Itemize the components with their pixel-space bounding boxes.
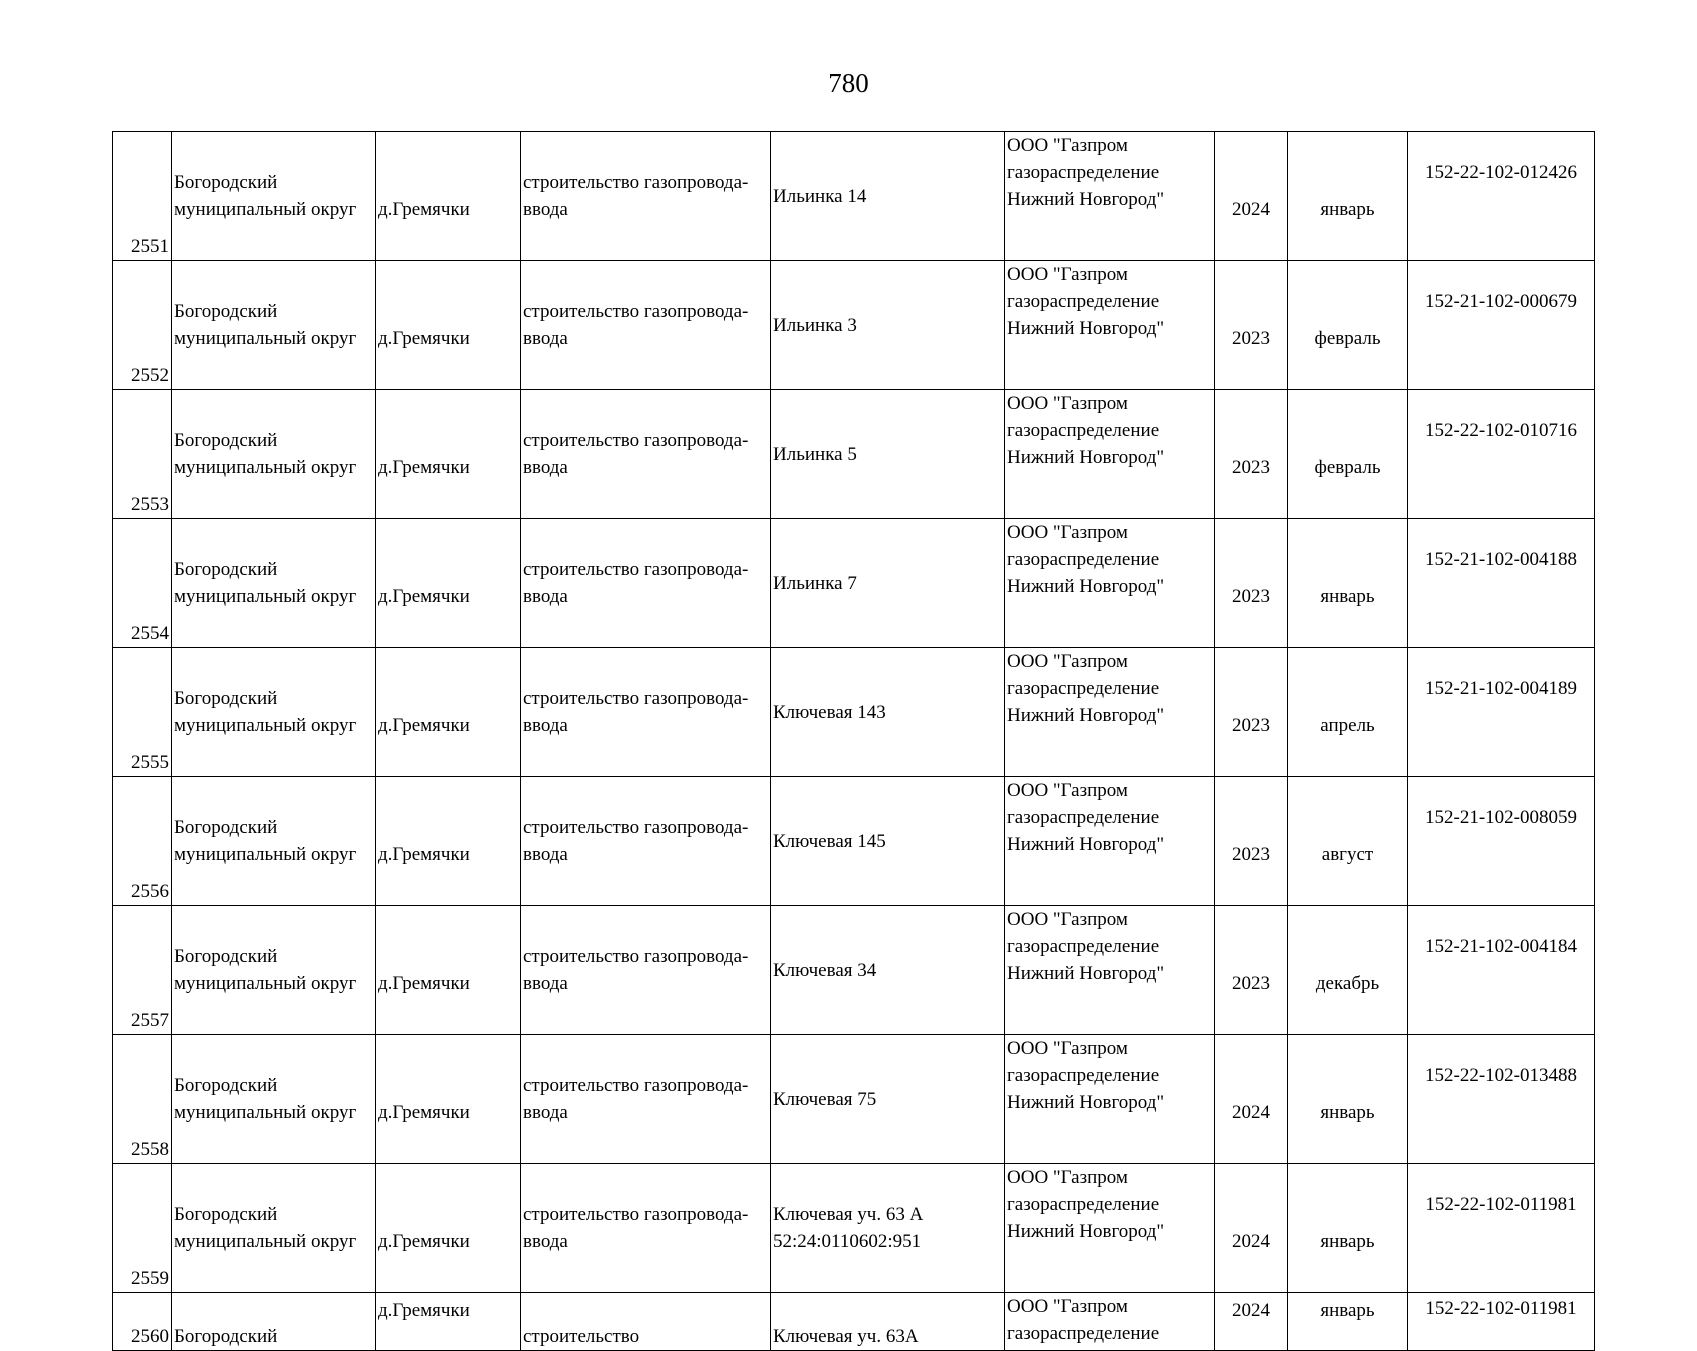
organization-cell: [1005, 1293, 1215, 1351]
year-cell: [1215, 777, 1288, 906]
address-cell-text: Ключевая уч. 63А: [773, 1326, 919, 1347]
village-cell-text: д.Гремячки: [378, 198, 470, 220]
organization-cell: [1005, 1035, 1215, 1164]
work-type-cell: [521, 132, 771, 261]
registration-code-cell: [1408, 390, 1595, 519]
row-number: [113, 390, 172, 519]
row-number-text: 2555: [131, 752, 169, 773]
registration-code-cell-text: 152-22-102-011981: [1425, 1194, 1577, 1215]
year-cell: [1215, 1164, 1288, 1293]
address-cell-text: Ключевая 75: [773, 1088, 877, 1110]
district-cell: [172, 648, 376, 777]
address-cell-text: Ильинка 7: [773, 572, 857, 594]
village-cell: [376, 132, 521, 261]
row-number-text: 2557: [131, 1010, 169, 1031]
registration-code-cell-text: 152-22-102-010716: [1425, 420, 1577, 441]
work-type-cell-text: строительство газопровода- ввода: [523, 301, 749, 349]
work-type-cell: [521, 1293, 771, 1351]
address-cell-text: Ключевая уч. 63 А 52:24:0110602:951: [773, 1204, 924, 1252]
month-cell: [1288, 1293, 1408, 1351]
village-cell: [376, 519, 521, 648]
village-cell-text: д.Гремячки: [378, 1300, 470, 1321]
table-row: [113, 261, 1595, 390]
work-type-cell-text: строительство газопровода- ввода: [523, 946, 749, 994]
month-cell-text: январь: [1320, 1230, 1375, 1252]
row-number: [113, 132, 172, 261]
registration-code-cell: [1408, 906, 1595, 1035]
registration-code-cell: [1408, 261, 1595, 390]
district-cell-text: Богородский муниципальный округ: [174, 817, 357, 865]
year-cell-text: 2023: [1232, 972, 1270, 994]
month-cell-text: февраль: [1314, 327, 1381, 349]
month-cell: [1288, 1035, 1408, 1164]
month-cell-text: апрель: [1320, 714, 1375, 736]
year-cell: [1215, 519, 1288, 648]
organization-cell: [1005, 648, 1215, 777]
address-cell: [771, 390, 1005, 519]
year-cell-text: 2024: [1232, 1300, 1270, 1321]
table-row: [113, 906, 1595, 1035]
organization-cell-text: ООО "Газпром газораспределение Нижний Новгород": [1007, 264, 1165, 339]
organization-cell-text: ООО "Газпром газораспределение Нижний Новгород": [1007, 1038, 1165, 1113]
year-cell-text: 2023: [1232, 714, 1270, 736]
organization-cell-text: ООО "Газпром газораспределение Нижний Новгород": [1007, 135, 1165, 210]
village-cell: [376, 906, 521, 1035]
organization-cell: [1005, 777, 1215, 906]
work-type-cell: [521, 777, 771, 906]
district-cell: [172, 1293, 376, 1351]
month-cell: [1288, 648, 1408, 777]
organization-cell-text: ООО "Газпром газораспределение Нижний Новгород": [1007, 651, 1165, 726]
village-cell: [376, 261, 521, 390]
work-type-cell-text: строительство газопровода- ввода: [523, 559, 749, 607]
registration-code-cell: [1408, 1035, 1595, 1164]
district-cell-text: Богородский муниципальный округ: [174, 1075, 357, 1123]
organization-cell-text: ООО "Газпром газораспределение Нижний Новгород": [1007, 1167, 1165, 1242]
district-cell-text: Богородский: [174, 1326, 278, 1347]
year-cell-text: 2023: [1232, 327, 1270, 349]
row-number-text: 2554: [131, 623, 169, 644]
row-number-text: 2558: [131, 1139, 169, 1160]
year-cell: [1215, 648, 1288, 777]
table-row: [113, 1035, 1595, 1164]
district-cell-text: Богородский муниципальный округ: [174, 301, 357, 349]
month-cell-text: январь: [1320, 198, 1375, 220]
registration-code-cell-text: 152-22-102-012426: [1425, 162, 1577, 183]
page-number: 780: [828, 68, 869, 98]
village-cell-text: д.Гремячки: [378, 327, 470, 349]
organization-cell: [1005, 390, 1215, 519]
year-cell-text: 2023: [1232, 585, 1270, 607]
work-type-cell: [521, 519, 771, 648]
table-row: [113, 648, 1595, 777]
registration-code-cell: [1408, 132, 1595, 261]
row-number-text: 2553: [131, 494, 169, 515]
organization-cell: [1005, 906, 1215, 1035]
year-cell-text: 2023: [1232, 456, 1270, 478]
month-cell-text: январь: [1320, 585, 1375, 607]
district-cell: [172, 1164, 376, 1293]
month-cell: [1288, 906, 1408, 1035]
village-cell: [376, 390, 521, 519]
district-cell: [172, 777, 376, 906]
registration-code-cell-text: 152-21-102-004184: [1425, 936, 1577, 957]
table-row: [113, 1164, 1595, 1293]
district-cell-text: Богородский муниципальный округ: [174, 559, 357, 607]
address-cell: [771, 1035, 1005, 1164]
table-row: [113, 132, 1595, 261]
registration-code-cell: [1408, 1293, 1595, 1351]
district-cell: [172, 132, 376, 261]
village-cell-text: д.Гремячки: [378, 1230, 470, 1252]
registration-code-cell: [1408, 1164, 1595, 1293]
organization-cell-text: ООО "Газпром газораспределение: [1007, 1296, 1160, 1344]
row-number: [113, 906, 172, 1035]
work-type-cell-text: строительство: [523, 1326, 640, 1347]
village-cell-text: д.Гремячки: [378, 843, 470, 865]
work-type-cell: [521, 261, 771, 390]
address-cell-text: Ильинка 3: [773, 314, 857, 336]
registration-code-cell-text: 152-21-102-004188: [1425, 549, 1577, 570]
work-type-cell: [521, 1035, 771, 1164]
work-type-cell: [521, 1164, 771, 1293]
village-cell-text: д.Гремячки: [378, 972, 470, 994]
work-type-cell-text: строительство газопровода- ввода: [523, 688, 749, 736]
month-cell: [1288, 390, 1408, 519]
registration-code-cell-text: 152-21-102-008059: [1425, 807, 1577, 828]
address-cell-text: Ильинка 5: [773, 443, 857, 465]
organization-cell-text: ООО "Газпром газораспределение Нижний Новгород": [1007, 522, 1165, 597]
district-cell-text: Богородский муниципальный округ: [174, 688, 357, 736]
organization-cell: [1005, 261, 1215, 390]
work-type-cell-text: строительство газопровода- ввода: [523, 1204, 749, 1252]
year-cell: [1215, 1035, 1288, 1164]
row-number-text: 2560: [131, 1326, 169, 1347]
month-cell-text: декабрь: [1315, 972, 1380, 994]
month-cell: [1288, 519, 1408, 648]
table-row: [113, 1293, 1595, 1351]
gas-pipeline-registry-table: [112, 131, 1595, 1351]
village-cell: [376, 777, 521, 906]
district-cell-text: Богородский муниципальный округ: [174, 1204, 357, 1252]
organization-cell: [1005, 519, 1215, 648]
row-number: [113, 1035, 172, 1164]
month-cell-text: январь: [1320, 1101, 1375, 1123]
row-number-text: 2551: [131, 236, 169, 257]
registration-code-cell: [1408, 648, 1595, 777]
district-cell-text: Богородский муниципальный округ: [174, 172, 357, 220]
organization-cell-text: ООО "Газпром газораспределение Нижний Новгород": [1007, 780, 1165, 855]
village-cell: [376, 1164, 521, 1293]
address-cell: [771, 132, 1005, 261]
village-cell: [376, 1293, 521, 1351]
work-type-cell-text: строительство газопровода- ввода: [523, 1075, 749, 1123]
district-cell: [172, 261, 376, 390]
month-cell-text: август: [1321, 843, 1374, 865]
village-cell: [376, 648, 521, 777]
village-cell-text: д.Гремячки: [378, 714, 470, 736]
year-cell-text: 2024: [1232, 198, 1270, 220]
work-type-cell-text: строительство газопровода- ввода: [523, 430, 749, 478]
table-row: [113, 777, 1595, 906]
row-number: [113, 777, 172, 906]
organization-cell: [1005, 1164, 1215, 1293]
table-row: [113, 519, 1595, 648]
district-cell-text: Богородский муниципальный округ: [174, 430, 357, 478]
registration-code-cell-text: 152-22-102-011981: [1425, 1298, 1577, 1319]
row-number: [113, 648, 172, 777]
address-cell: [771, 519, 1005, 648]
district-cell: [172, 1035, 376, 1164]
registration-code-cell-text: 152-22-102-013488: [1425, 1065, 1577, 1086]
year-cell: [1215, 1293, 1288, 1351]
district-cell: [172, 906, 376, 1035]
organization-cell-text: ООО "Газпром газораспределение Нижний Новгород": [1007, 909, 1165, 984]
district-cell: [172, 519, 376, 648]
month-cell: [1288, 777, 1408, 906]
address-cell-text: Ключевая 34: [773, 959, 877, 981]
organization-cell-text: ООО "Газпром газораспределение Нижний Новгород": [1007, 393, 1165, 468]
year-cell: [1215, 132, 1288, 261]
address-cell: [771, 261, 1005, 390]
table-row: [113, 390, 1595, 519]
work-type-cell-text: строительство газопровода- ввода: [523, 817, 749, 865]
year-cell-text: 2024: [1232, 1101, 1270, 1123]
work-type-cell-text: строительство газопровода- ввода: [523, 172, 749, 220]
address-cell-text: Ключевая 143: [773, 701, 886, 723]
row-number-text: 2556: [131, 881, 169, 902]
year-cell: [1215, 906, 1288, 1035]
village-cell-text: д.Гремячки: [378, 585, 470, 607]
district-cell-text: Богородский муниципальный округ: [174, 946, 357, 994]
district-cell: [172, 390, 376, 519]
address-cell: [771, 777, 1005, 906]
village-cell-text: д.Гремячки: [378, 1101, 470, 1123]
year-cell-text: 2023: [1232, 843, 1270, 865]
work-type-cell: [521, 648, 771, 777]
row-number: [113, 1164, 172, 1293]
row-number: [113, 519, 172, 648]
month-cell: [1288, 261, 1408, 390]
registration-code-cell-text: 152-21-102-000679: [1425, 291, 1577, 312]
address-cell-text: Ильинка 14: [773, 185, 867, 207]
address-cell-text: Ключевая 145: [773, 830, 886, 852]
table-body: [113, 132, 1595, 1351]
registration-code-cell: [1408, 519, 1595, 648]
month-cell: [1288, 132, 1408, 261]
address-cell: [771, 1164, 1005, 1293]
row-number-text: 2559: [131, 1268, 169, 1289]
village-cell-text: д.Гремячки: [378, 456, 470, 478]
month-cell: [1288, 1164, 1408, 1293]
row-number: [113, 261, 172, 390]
address-cell: [771, 906, 1005, 1035]
month-cell-text: январь: [1320, 1300, 1375, 1321]
registration-code-cell-text: 152-21-102-004189: [1425, 678, 1577, 699]
village-cell: [376, 1035, 521, 1164]
month-cell-text: февраль: [1314, 456, 1381, 478]
registration-code-cell: [1408, 777, 1595, 906]
year-cell: [1215, 261, 1288, 390]
year-cell: [1215, 390, 1288, 519]
organization-cell: [1005, 132, 1215, 261]
work-type-cell: [521, 906, 771, 1035]
year-cell-text: 2024: [1232, 1230, 1270, 1252]
row-number-text: 2552: [131, 365, 169, 386]
address-cell: [771, 648, 1005, 777]
address-cell: [771, 1293, 1005, 1351]
work-type-cell: [521, 390, 771, 519]
row-number: [113, 1293, 172, 1351]
